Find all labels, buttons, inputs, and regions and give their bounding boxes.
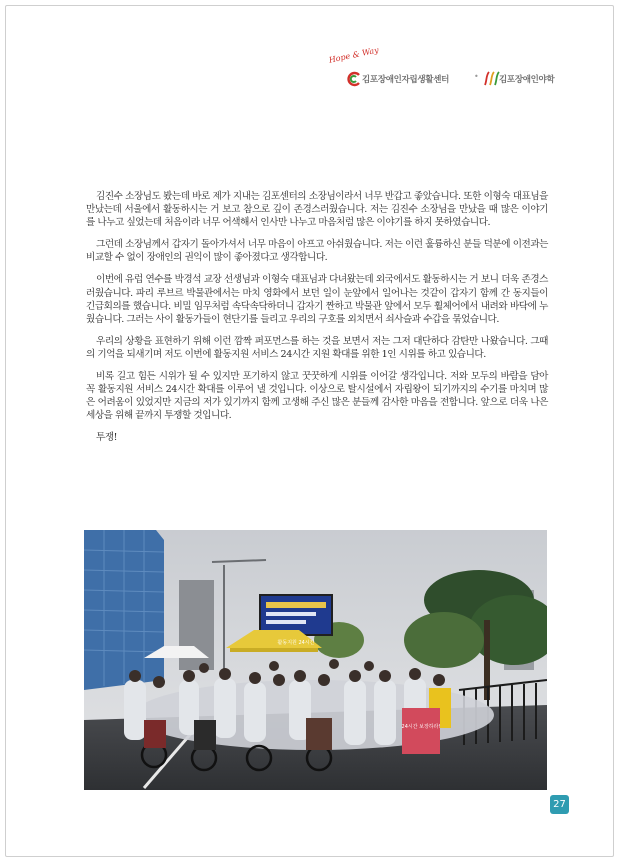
- logo-separator: •: [474, 72, 479, 81]
- paragraph: 비록 길고 힘든 시위가 될 수 있지만 포기하지 않고 꿋꿋하게 시위를 이어갈 생각입니다. 저와 모두의 바람을 담아 꼭 활동지원 서비스 24시간 확대를 이루어 낼 것입니다. 이상으로 탈시설에서 자립왕이 되기까지의 수기를 마치며 많은 어려움이 있었지만 지금의 저가 있기까지 함께 고생해 주신 많은 분들께 감사한 마음을 전합니다. 앞으로 더욱 나은 세상을 위해 끝까지 투쟁할 것입니다.: [86, 371, 548, 422]
- paragraph: 이번에 유럽 연수를 박경석 교장 선생님과 이형숙 대표님과 다녀왔는데 외국에서도 활동하시는 거 보니 더욱 존경스러웠습니다. 파리 루브르 박물관에서는 마치 영화에서 보던 일이 눈앞에서 일어나는 것같이 갑자기 함께 간 동지들이 긴급회의를 했습니다. 비밀 임무처럼 속닥속닥하더니 갑자기 짠하고 박물관 앞에서 모두 휠체어에서 내려와 바닥에 누웠습니다. 그러는 사이 활동가들이 현단기를 들리고 우리의 구호를 외치면서 쇠사슬과 수갑을 묶었습니다.: [86, 274, 548, 325]
- org-name-center: 김포장애인자립생활센터: [362, 75, 450, 85]
- paragraph: 우리의 상황을 표현하기 위해 이런 깜짝 퍼포먼스를 하는 것을 보면서 저는 그저 대단하다 감탄만 나왔습니다. 그때의 기억을 되새기며 저도 이번에 활동지원 서비스 24시간 지원 확대를 위한 1인 시위를 하고 있습니다.: [86, 335, 548, 360]
- page: [5, 5, 614, 857]
- paragraph: 투쟁!: [96, 432, 118, 444]
- article-body: [86, 190, 548, 454]
- header-logo: [328, 45, 568, 90]
- center-logo-icon: [346, 71, 362, 87]
- rally-sign-text: 24시간 보장하라!: [401, 724, 441, 730]
- rally-banner-text: 활동지원 24시간: [277, 640, 315, 646]
- paragraph: 그런데 소장님께서 갑자기 돌아가셔서 너무 마음이 아프고 아쉬웠습니다. 저는 이런 훌륭하신 분들 덕분에 이전과는 비교할 수 없이 장애인의 권익이 많이 좋아졌다고 생각합니다.: [86, 239, 548, 264]
- night-school-logo-icon: [482, 70, 500, 88]
- rally-photo: [84, 530, 547, 790]
- logo-script-text: Hope & Way: [328, 45, 380, 65]
- org-name-night-school: 김포장애인야학: [499, 75, 555, 85]
- page-number: 27: [550, 795, 569, 814]
- paragraph: 김진수 소장님도 봤는데 바로 제가 지내는 김포센터의 소장님이라서 너무 반갑고 좋았습니다. 또한 이형숙 대표님을 만났는데 서울에서 활동하시는 거 보고 참으로 깊이 존경스러웠습니다. 저는 김진수 소장님을 만났을 때 많은 이야기를 나누고 싶었는데 처음이라 너무 어색해서 인사만 나누고 마음처럼 많은 이야기를 하지 못하였습니다.: [86, 191, 548, 229]
- rally-photo-illustration: [84, 530, 547, 790]
